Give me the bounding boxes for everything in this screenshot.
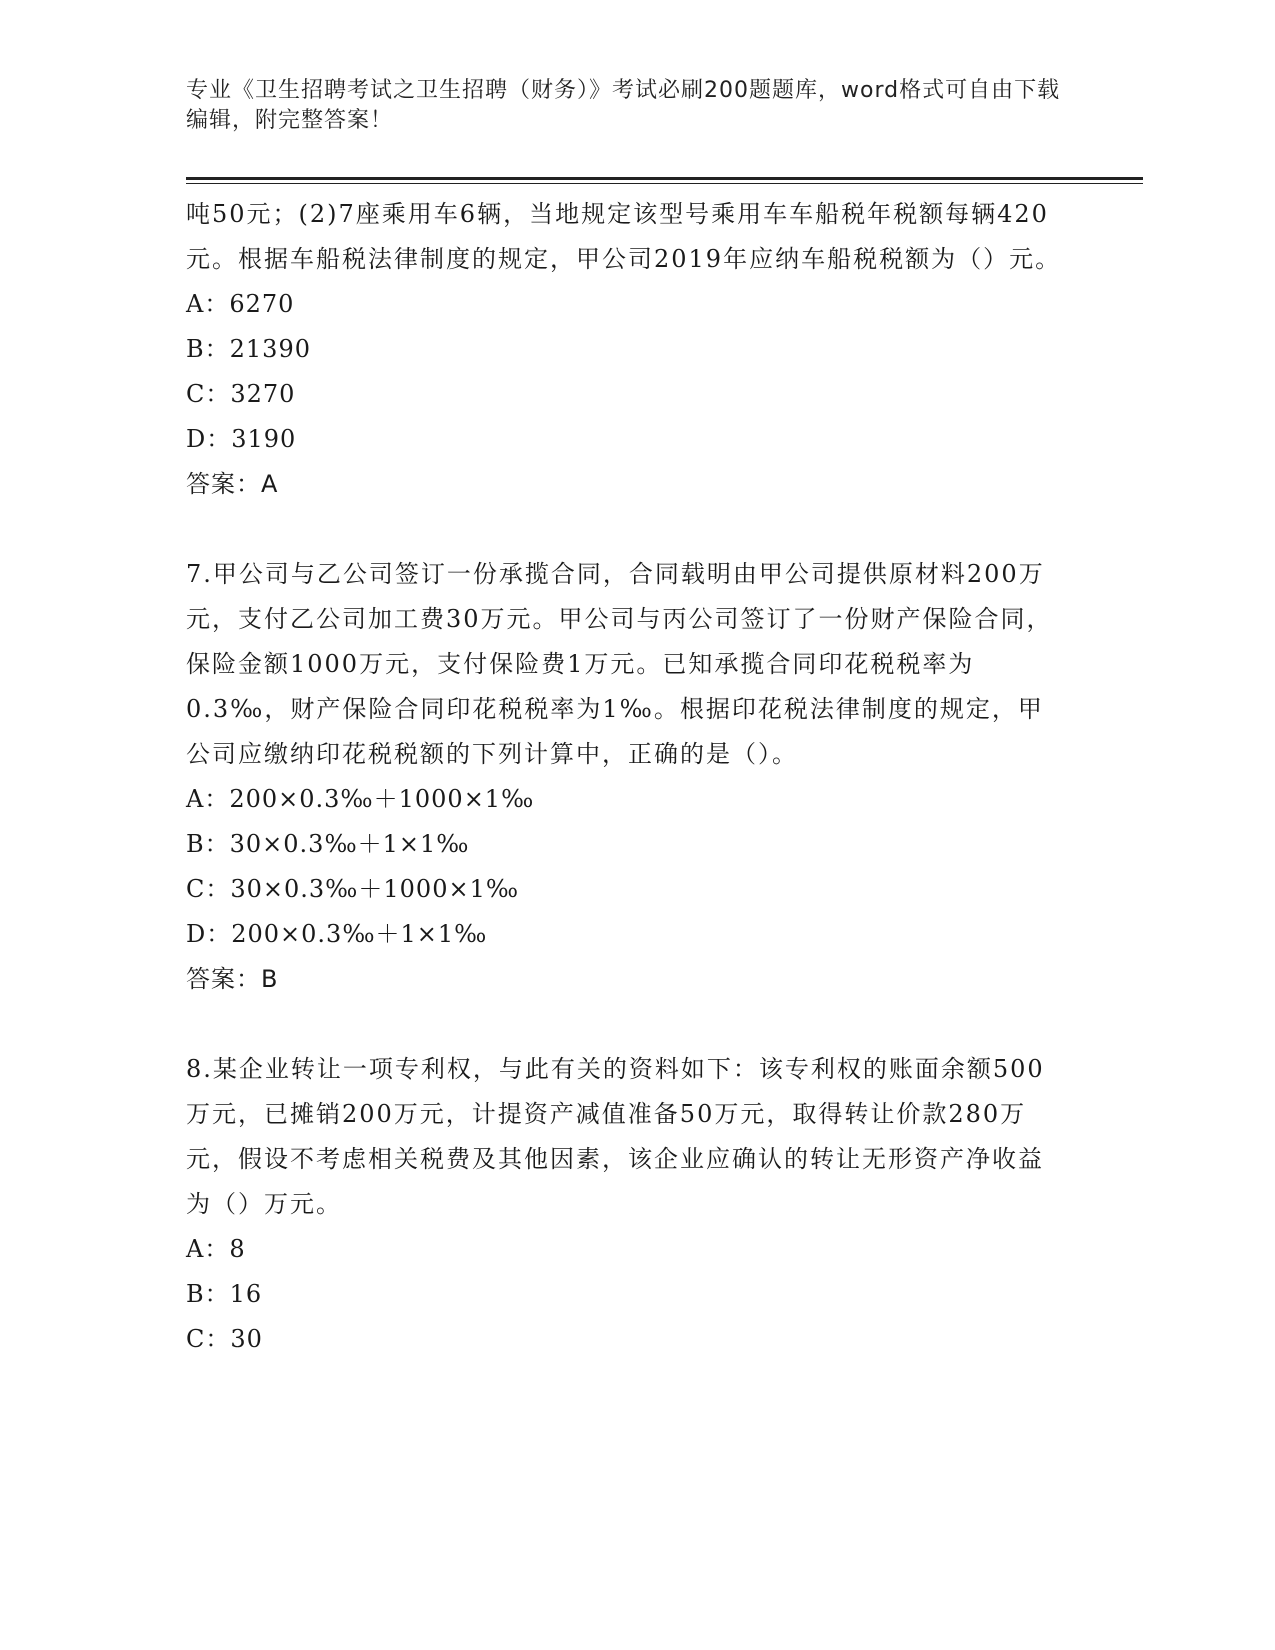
question-text: 8.某企业转让一项专利权，与此有关的资料如下：该专利权的账面余额500万元，已摊销200万元，计提资产减值准备50万元，取得转让价款280万元，假设不考虑相关税费及其他因素，该企业应确认的转让无形资产净收益为（）万元。 — [186, 1055, 1045, 1218]
option-b: B：21390 — [186, 335, 311, 363]
answer: 答案：B — [186, 965, 279, 993]
option-a: A：200×0.3‰＋1000×1‰ — [186, 785, 535, 813]
option-a: A：8 — [186, 1235, 246, 1263]
question-text: 7.甲公司与乙公司签订一份承揽合同，合同载明由甲公司提供原材料200万元，支付乙公司加工费30万元。甲公司与丙公司签订了一份财产保险合同，保险金额1000万元，支付保险费1万元。已知承揽合同印花税税率为0.3‰，财产保险合同印花税税率为1‰。根据印花税法律制度的规定，甲公司应缴纳印花税税额的下列计算中，正确的是（）。 — [186, 560, 1053, 768]
spacer — [186, 507, 1066, 552]
option-b: B：30×0.3‰＋1×1‰ — [186, 830, 470, 858]
header-title: 专业《卫生招聘考试之卫生招聘（财务）》考试必刷200题题库，word格式可自由下载编辑，附完整答案！ — [186, 78, 1061, 133]
option-a: A：6270 — [186, 290, 295, 318]
option-d: D：200×0.3‰＋1×1‰ — [186, 920, 488, 948]
header-rule-thick — [186, 177, 1143, 180]
option-c: C：3270 — [186, 380, 296, 408]
continued-question-text: 吨50元；(2)7座乘用车6辆，当地规定该型号乘用车车船税年税额每辆420元。根据车船税法律制度的规定，甲公司2019年应纳车船税税额为（）元。 — [186, 200, 1062, 273]
option-c: C：30 — [186, 1325, 263, 1353]
option-b: B：16 — [186, 1280, 263, 1308]
question-8 — [186, 1047, 1066, 1362]
question-7 — [186, 552, 1066, 1002]
document-body — [186, 192, 1066, 1362]
header-rule-thin — [186, 183, 1143, 184]
option-d: D：3190 — [186, 425, 297, 453]
spacer — [186, 1002, 1066, 1047]
answer: 答案：A — [186, 470, 279, 498]
page-header — [186, 76, 1066, 136]
option-c: C：30×0.3‰＋1000×1‰ — [186, 875, 520, 903]
